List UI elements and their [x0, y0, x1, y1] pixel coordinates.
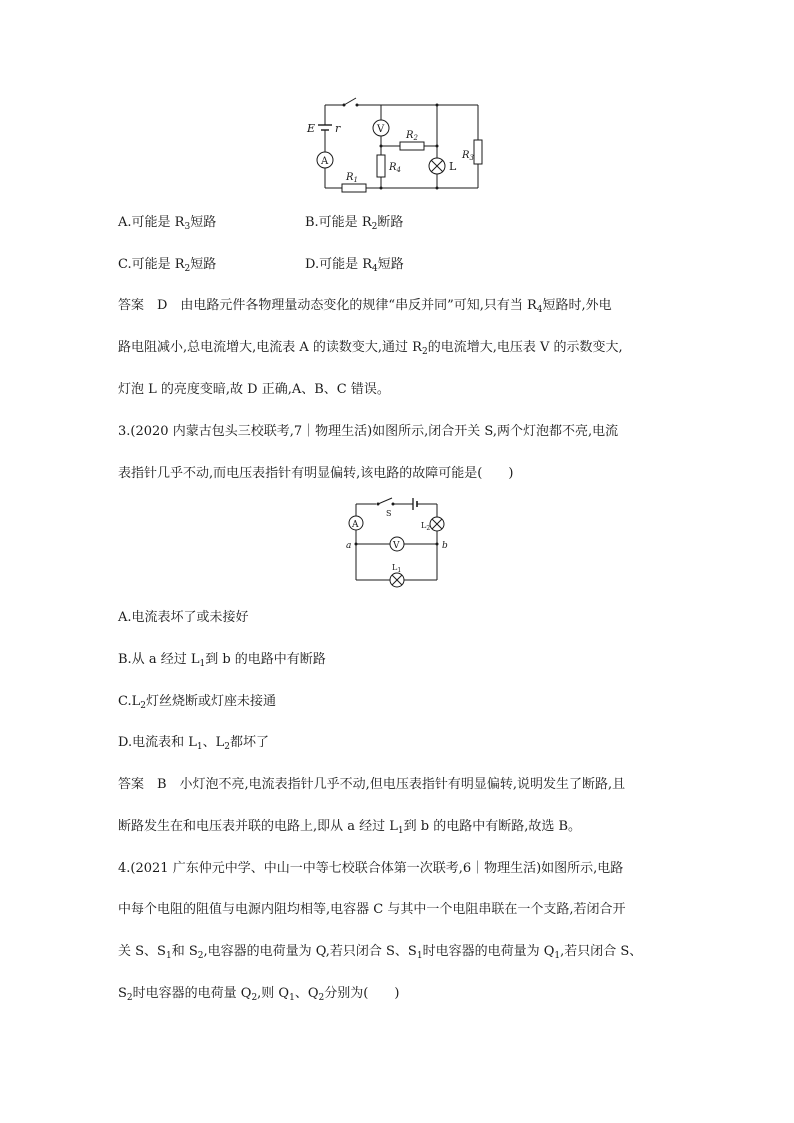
- q2-option-d: D.可能是 $R_4$短路: [305, 257, 404, 274]
- q3-answer-line-1: 答案 B 小灯泡不亮,电流表指针几乎不动,但电压表指针有明显偏转,说明发生了断路,且: [118, 777, 626, 792]
- q3-option-b: B.从 a 经过 $L_1$到 b 的电路中有断路: [118, 652, 326, 669]
- switch-s-label: S: [386, 509, 392, 518]
- q2-option-a: A.可能是 $R_3$短路: [118, 215, 217, 232]
- lamp-l1-label: $L_1$: [392, 563, 402, 574]
- q2-answer-line-2: 路电阻减小,总电流增大,电流表 A 的读数变大,通过 $R_2$的电流增大,电压表 V 的示数变大,: [118, 340, 623, 357]
- q4-stem-line-2: 中每个电阻的阻值与电源内阻均相等,电容器 C 与其中一个电阻串联在一个支路,若闭合开: [118, 902, 626, 917]
- q4-stem-line-4: $S_2$时电容器的电荷量 $Q_2$,则 $Q_1$、$Q_2$分别为( ): [118, 986, 400, 1003]
- q3-answer-line-2: 断路发生在和电压表并联的电路上,即从 a 经过 $L_1$到 b 的电路中有断路,故选 B。: [118, 819, 582, 836]
- internal-resistance-label: r: [335, 122, 341, 135]
- ammeter-label: A: [321, 156, 329, 167]
- q2-answer-line-3: 灯泡 L 的亮度变暗,故 D 正确,A、B、C 错误。: [118, 382, 390, 397]
- r4-label: $R_4$: [389, 162, 401, 174]
- q3-stem-line-2: 表指针几乎不动,而电压表指针有明显偏转,该电路的故障可能是( ): [118, 466, 514, 481]
- lamp-l-label: L: [449, 160, 457, 173]
- r3-label: $R_3$: [462, 150, 474, 162]
- emf-label: E: [307, 122, 316, 135]
- q3-option-a: A.电流表坏了或未接好: [118, 610, 249, 625]
- q3-option-c: $C.L_2$灯丝烧断或灯座未接通: [118, 694, 276, 711]
- node-a-label: a: [346, 541, 352, 551]
- q4-stem-line-3: 关 S、$S_1$和 $S_2$,电容器的电荷量为 Q,若只闭合 S、$S_1$时电容器的电荷量为 $Q_1$,若只闭合 S、: [118, 944, 643, 961]
- voltmeter-2-label: V: [393, 541, 400, 551]
- r1-label: $R_1$: [346, 172, 358, 184]
- q3-stem-line-1: 3.(2020 内蒙古包头三校联考,7｜物理生活)如图所示,闭合开关 S,两个灯泡都不亮,电流: [118, 424, 619, 439]
- q2-answer-line-1: 答案 D 由电路元件各物理量动态变化的规律“串反并同”可知,只有当 $R_4$短路时,外电: [118, 298, 612, 315]
- q2-option-b: B.可能是 $R_2$断路: [305, 215, 404, 232]
- r2-label: $R_2$: [406, 130, 418, 142]
- q4-stem-line-1: 4.(2021 广东仲元中学、中山一中等七校联合体第一次联考,6｜物理生活)如图所示,电路: [118, 861, 624, 876]
- q3-option-d: D.电流表和 $L_1$、$L_2$都坏了: [118, 735, 269, 752]
- voltmeter-label: V: [377, 124, 385, 135]
- lamp-l2-label: $L_2$: [421, 521, 431, 532]
- ammeter-2-label: A: [352, 520, 359, 530]
- node-b-label: b: [442, 541, 448, 551]
- q2-option-c: C.可能是 $R_2$短路: [118, 257, 217, 274]
